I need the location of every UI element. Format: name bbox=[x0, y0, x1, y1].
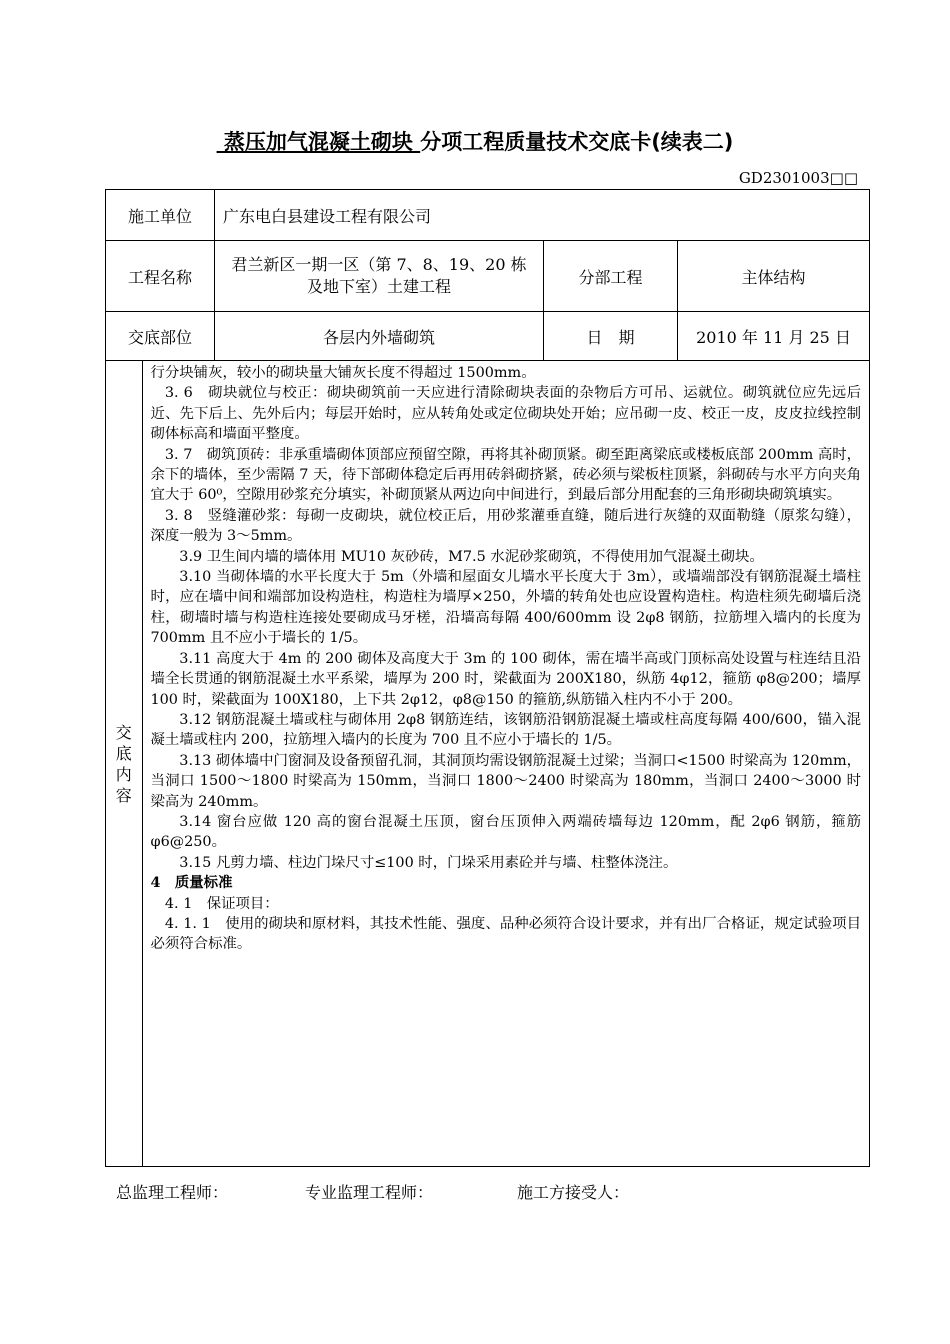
date-label: 日 期 bbox=[544, 312, 678, 361]
division-value: 主体结构 bbox=[678, 241, 870, 312]
content-paragraph: 行分块铺灰，较小的砌块量大铺灰长度不得超过 1500mm。 bbox=[150, 365, 536, 381]
content-paragraph: 3.11 高度大于 4m 的 200 砌体及高度大于 3m 的 100 砌体，需在墙半高或门顶标高处设置与柱连结且沿墙全长贯通的钢筋混凝土水平系梁，墙厚为 200 时，梁截面为 200X180，纵筋 4φ12，箍筋 φ8@200；墙厚 100 时，梁截面为 100X180，上下共 2φ12，φ8@150 的箍筋,纵筋锚入柱内不小于 200。 bbox=[150, 650, 862, 708]
chief-supervisor-label: 总监理工程师： bbox=[116, 1183, 229, 1202]
content-paragraph: 3. 6 砌块就位与校正：砌块砌筑前一天应进行清除砌块表面的杂物后方可吊、运就位。砌筑就位应先远后近、先下后上、先外后内；每层开始时，应从转角处或定位砌块处开始；应吊砌一皮、校正一皮，皮皮拉线控制砌体标高和墙面平整度。 bbox=[150, 385, 862, 443]
document-code: GD2301003□□ bbox=[738, 169, 858, 187]
unit-value: 广东电白县建设工程有限公司 bbox=[215, 190, 870, 241]
content-paragraph: 3.9 卫生间内墙的墙体用 MU10 灰砂砖，M7.5 水泥砂浆砌筑，不得使用加气混凝土砌块。 bbox=[179, 548, 764, 565]
content-paragraph: 3.13 砌体墙中门窗洞及设备预留孔洞，其洞顶均需设钢筋混凝土过梁；当洞口<1500 时梁高为 120mm，当洞口 1500～1800 时梁高为 150mm，当洞口 1800～2400 时梁高为 180mm，当洞口 2400～3000 时梁高为 240mm。 bbox=[150, 752, 862, 810]
title-material: 蒸压加气混凝土砌块 bbox=[216, 130, 421, 154]
content-paragraph: 3.10 当砌体墙的水平长度大于 5m（外墙和屋面女儿墙水平长度大于 3m），或墙端部没有钢筋混凝土墙柱时，应在墙中间和端部加设构造柱，构造柱为墙厚×250，外墙的转角处也应设置构造柱。构造柱须先砌墙后浇柱，砌墙时墙与构造柱连接处要砌成马牙槎，沿墙高每隔 400/600mm 设 2φ8 钢筋，拉筋埋入墙内的长度为 700mm 且不应小于墙长的 1/5。 bbox=[150, 569, 862, 647]
specialist-supervisor-label: 专业监理工程师： bbox=[305, 1183, 434, 1202]
briefing-table bbox=[105, 189, 870, 1167]
content-paragraph: 3.12 钢筋混凝土墙或柱与砌体用 2φ8 钢筋连结，该钢筋沿钢筋混凝土墙或柱高度每隔 400/600，锚入混凝土墙或柱内 200，拉筋埋入墙内的长度为 700 且不应小于墙长的 1/5。 bbox=[150, 711, 862, 749]
project-label: 工程名称 bbox=[106, 241, 215, 312]
part-label: 交底部位 bbox=[106, 312, 215, 361]
receiver-label: 施工方接受人： bbox=[517, 1183, 630, 1202]
project-value-line2: 及地下室）土建工程 bbox=[306, 277, 451, 296]
content-paragraph: 4. 1. 1 使用的砌块和原材料，其技术性能、强度、品种必须符合设计要求，并有出厂合格证，规定试验项目必须符合标准。 bbox=[150, 915, 862, 953]
content-paragraph: 3.14 窗台应做 120 高的窗台混凝土压顶，窗台压顶伸入两端砖墙每边 120mm，配 2φ6 钢筋，箍筋 φ6@250。 bbox=[150, 813, 862, 851]
content-label: 交 底 内 容 bbox=[106, 361, 142, 1166]
page-title bbox=[0, 126, 950, 156]
content-body bbox=[142, 361, 869, 1166]
project-value bbox=[215, 241, 544, 312]
division-label: 分部工程 bbox=[544, 241, 678, 312]
content-paragraph: 3.15 凡剪力墙、柱边门垛尺寸≤100 时，门垛采用素砼并与墙、柱整体浇注。 bbox=[179, 854, 678, 871]
project-value-line1: 君兰新区一期一区（第 7、8、19、20 栋 bbox=[231, 255, 527, 274]
title-rest: 分项工程质量技术交底卡(续表二) bbox=[420, 130, 734, 154]
content-paragraph: 4. 1 保证项目： bbox=[164, 895, 279, 912]
part-value: 各层内外墙砌筑 bbox=[215, 312, 544, 361]
section-heading: 4 质量标准 bbox=[150, 874, 233, 892]
content-paragraph: 3. 8 竖缝灌砂浆：每砌一皮砌块，就位校正后，用砂浆灌垂直缝，随后进行灰缝的双面勒缝（原浆勾缝），深度一般为 3～5mm。 bbox=[150, 507, 862, 545]
date-value: 2010 年 11 月 25 日 bbox=[678, 312, 870, 361]
unit-label: 施工单位 bbox=[106, 190, 215, 241]
content-paragraph: 3. 7 砌筑顶砖：非承重墙砌体顶部应预留空隙，再将其补砌顶紧。砌至距离梁底或楼板底部 200mm 高时，余下的墙体，至少需隔 7 天，待下部砌体稳定后再用砖斜砌挤紧，砖必须与梁板柱顶紧，斜砌砖与水平方向夹角宜大于 60⁰，空隙用砂浆充分填实，补砌顶紧从两边向中间进行，到最后部分用配套的三角形砌块砌筑填实。 bbox=[150, 446, 862, 504]
